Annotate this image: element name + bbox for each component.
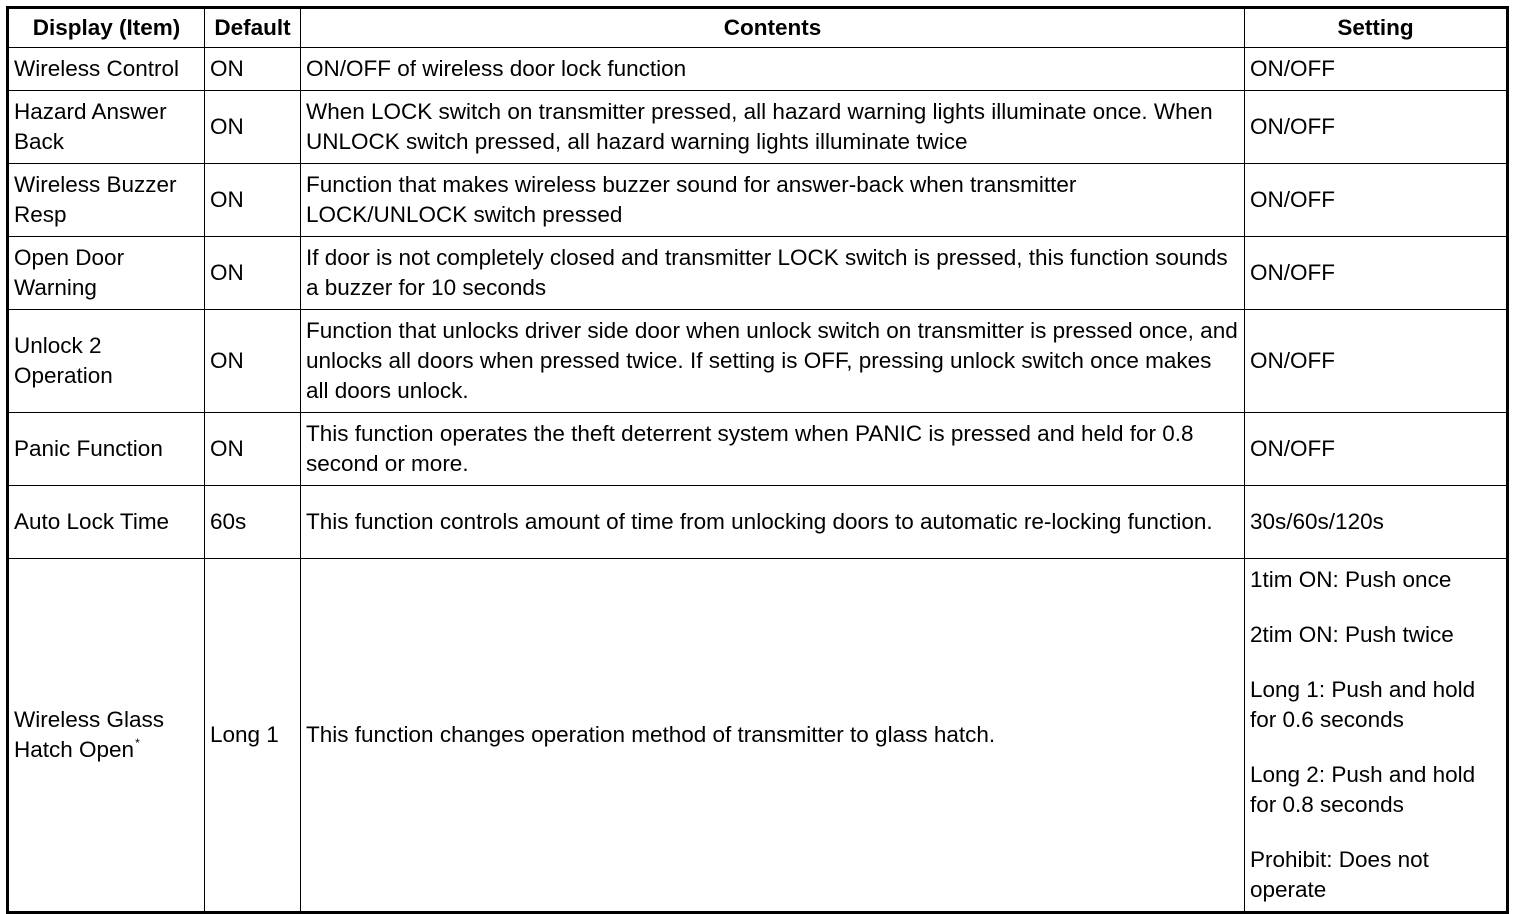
cell-contents: When LOCK switch on transmitter pressed, all hazard warning lights illuminate once. When UNLOCK switch pressed, all hazard warning lights illuminate twice	[301, 91, 1245, 164]
cell-item	[8, 559, 205, 913]
setting-options-list	[1250, 563, 1501, 907]
cell-setting: ON/OFF	[1245, 237, 1508, 310]
table-header-row	[8, 8, 1508, 48]
cell-item: Wireless Buzzer Resp	[8, 164, 205, 237]
cell-item: Hazard Answer Back	[8, 91, 205, 164]
cell-setting: ON/OFF	[1245, 91, 1508, 164]
cell-setting: ON/OFF	[1245, 413, 1508, 486]
cell-item: Panic Function	[8, 413, 205, 486]
settings-table-container	[6, 6, 1509, 914]
cell-contents: This function changes operation method of transmitter to glass hatch.	[301, 559, 1245, 913]
cell-contents: This function operates the theft deterrent system when PANIC is pressed and held for 0.8 second or more.	[301, 413, 1245, 486]
cell-default: Long 1	[205, 559, 301, 913]
cell-contents: Function that unlocks driver side door when unlock switch on transmitter is pressed once, and unlocks all doors when pressed twice. If setting is OFF, pressing unlock switch once makes all doors unlock.	[301, 310, 1245, 413]
cell-setting-options	[1245, 559, 1508, 913]
table-row	[8, 413, 1508, 486]
cell-item: Open Door Warning	[8, 237, 205, 310]
cell-default: ON	[205, 48, 301, 91]
cell-default: ON	[205, 310, 301, 413]
settings-table	[6, 6, 1509, 914]
setting-option: Prohibit: Does not operate	[1250, 847, 1429, 902]
table-row	[8, 91, 1508, 164]
cell-contents: This function controls amount of time from unlocking doors to automatic re-locking function.	[301, 486, 1245, 559]
cell-setting: 30s/60s/120s	[1245, 486, 1508, 559]
header-default: Default	[205, 8, 301, 48]
cell-default: ON	[205, 413, 301, 486]
cell-default: ON	[205, 91, 301, 164]
setting-option: 1tim ON: Push once	[1250, 567, 1452, 592]
table-row	[8, 164, 1508, 237]
cell-setting: ON/OFF	[1245, 310, 1508, 413]
setting-option: Long 2: Push and hold for 0.8 seconds	[1250, 762, 1476, 817]
cell-item-text: Wireless Glass Hatch Open	[14, 707, 165, 762]
cell-default: ON	[205, 164, 301, 237]
cell-item: Auto Lock Time	[8, 486, 205, 559]
cell-setting: ON/OFF	[1245, 48, 1508, 91]
cell-item: Unlock 2 Operation	[8, 310, 205, 413]
cell-item: Wireless Control	[8, 48, 205, 91]
cell-contents: If door is not completely closed and transmitter LOCK switch is pressed, this function sounds a buzzer for 10 seconds	[301, 237, 1245, 310]
table-row	[8, 48, 1508, 91]
setting-option: 2tim ON: Push twice	[1250, 622, 1454, 647]
header-setting: Setting	[1245, 8, 1508, 48]
cell-default: 60s	[205, 486, 301, 559]
header-contents: Contents	[301, 8, 1245, 48]
footnote-mark: *	[135, 736, 140, 750]
cell-setting: ON/OFF	[1245, 164, 1508, 237]
table-row	[8, 310, 1508, 413]
table-row	[8, 486, 1508, 559]
setting-option: Long 1: Push and hold for 0.6 seconds	[1250, 677, 1476, 732]
table-row	[8, 237, 1508, 310]
cell-default: ON	[205, 237, 301, 310]
cell-contents: Function that makes wireless buzzer sound for answer-back when transmitter LOCK/UNLOCK switch pressed	[301, 164, 1245, 237]
header-display-item: Display (Item)	[8, 8, 205, 48]
table-row	[8, 559, 1508, 913]
cell-contents: ON/OFF of wireless door lock function	[301, 48, 1245, 91]
